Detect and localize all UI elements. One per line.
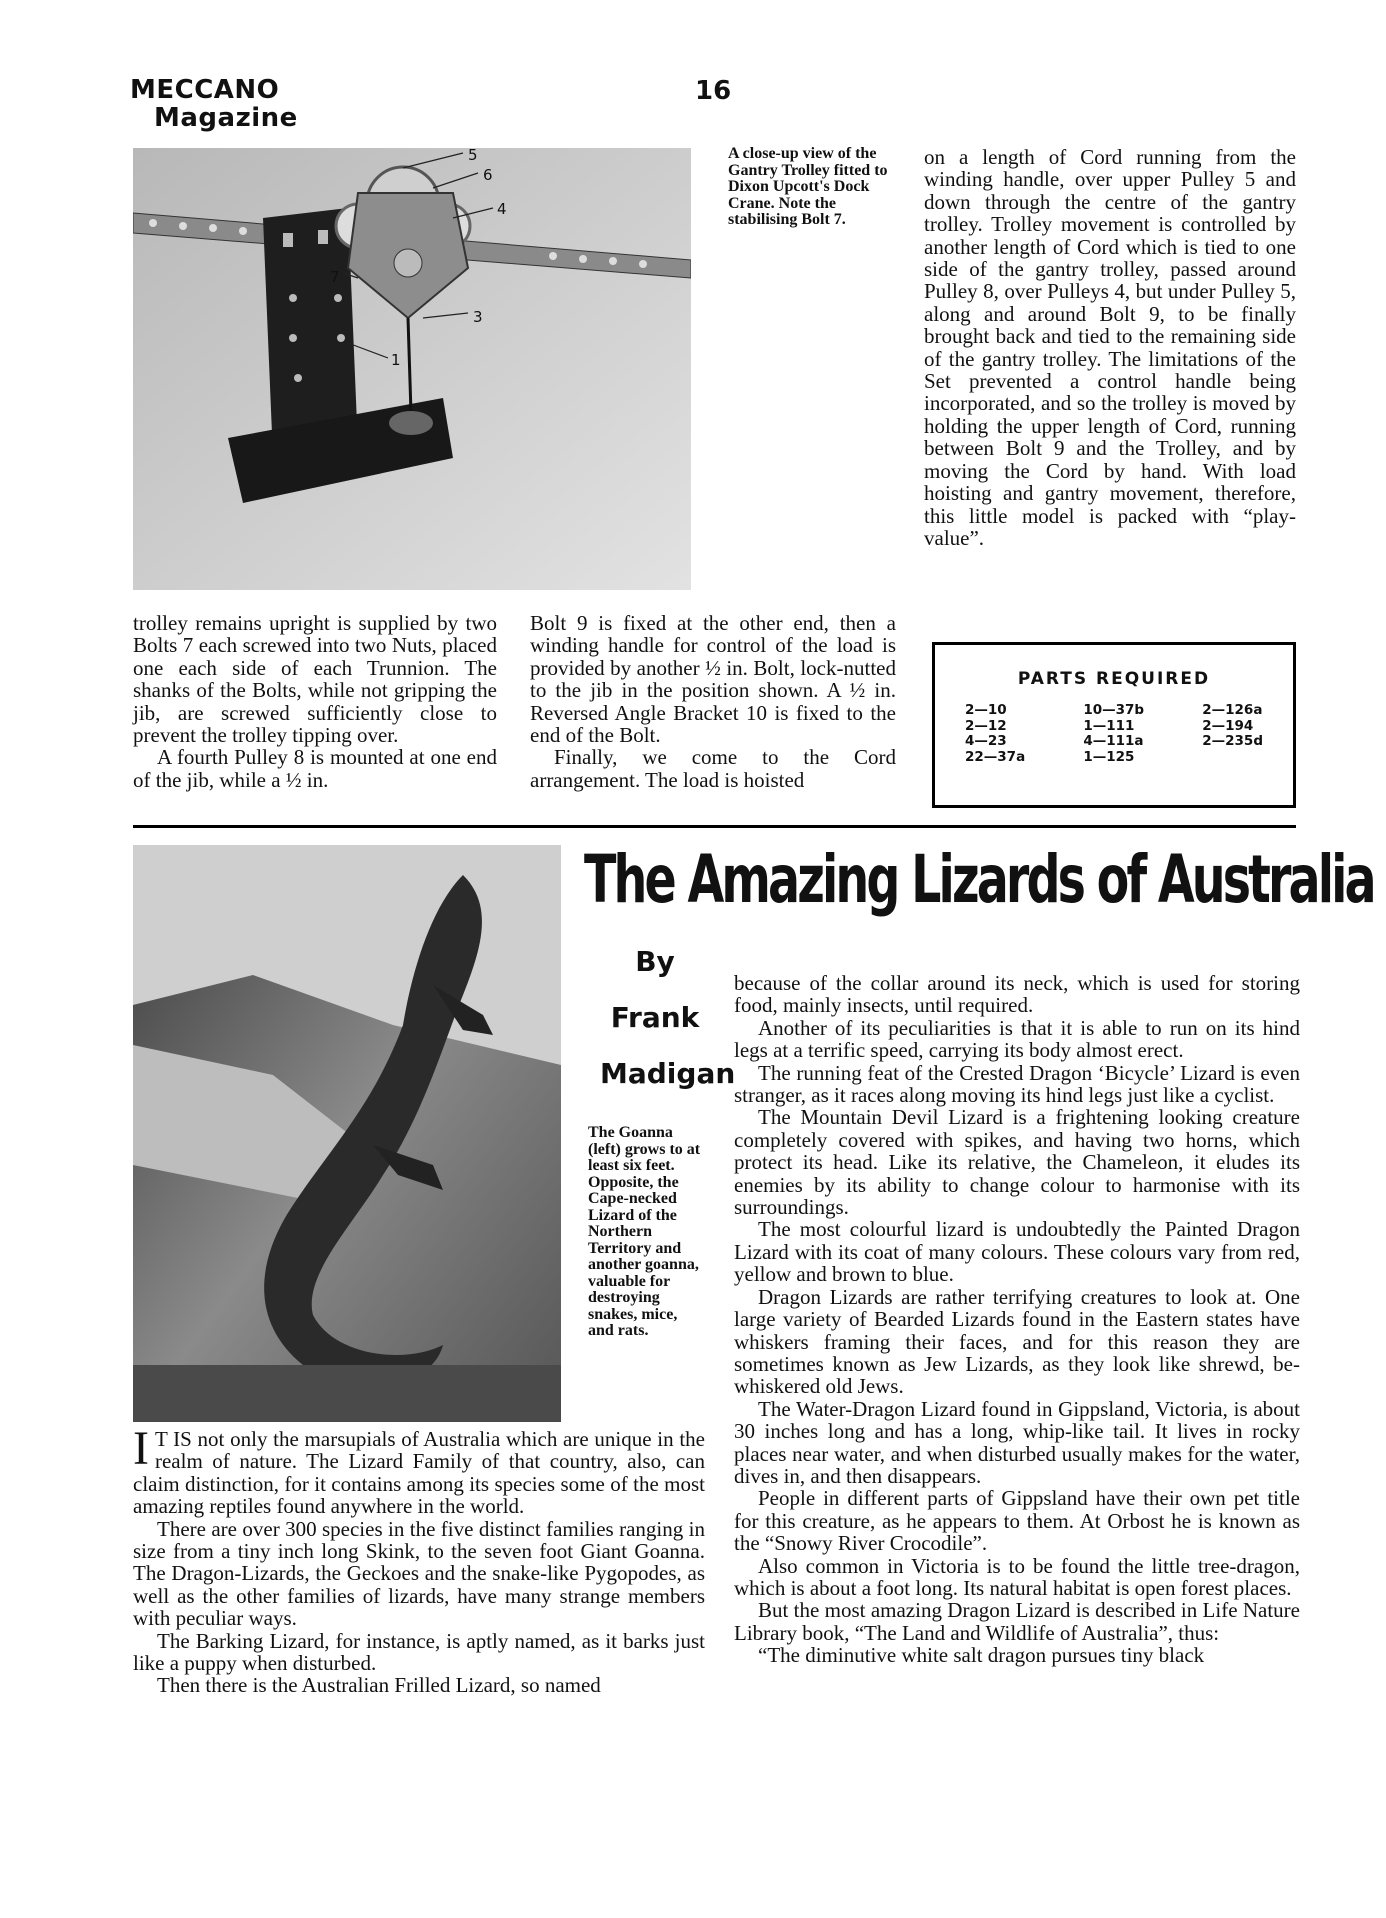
paragraph: The Barking Lizard, for instance, is aptly named, as it barks just like a puppy when disturbed.	[133, 1628, 705, 1676]
paragraph: But the most amazing Dragon Lizard is described in Life Nature Library book, “The Land and Wildlife of Australia”, thus:	[734, 1598, 1300, 1645]
part-entry: 2—12	[965, 717, 1007, 734]
part-entry: 2—10	[965, 702, 1007, 718]
paragraph: trolley remains upright is supplied by two Bolts 7 each screwed into two Nuts, placed one each side of each Trunnion. The shanks of the Bolts, while not gripping the jib, are screwed sufficiently close to prevent the trolley tipping over.	[133, 611, 497, 748]
paragraph: Another of its peculiarities is that it is able to run on its hind legs at a terrific speed, carrying its body almost erect.	[734, 1015, 1300, 1063]
part-entry: 4—111a	[1083, 733, 1144, 749]
part-entry: 2—126a	[1202, 702, 1263, 718]
paragraph-text: T IS not only the marsupials of Australia which are unique in the realm of nature. The Lizard Family of that country, also, can claim distinction, for it contains among its species some of the most amazing reptiles found anywhere in the world.	[133, 1427, 705, 1519]
crane-photo-caption: A close-up view of the Gantry Trolley fitted to Dixon Upcott's Dock Crane. Note the stabilising Bolt 7.	[728, 145, 888, 228]
lizards-article-col1	[133, 1422, 705, 1698]
paragraph: A fourth Pulley 8 is mounted at one end of the jib, while a ½ in.	[133, 745, 497, 792]
callout-5: 5	[468, 148, 478, 164]
paragraph: The most colourful lizard is undoubtedly the Painted Dragon Lizard with its coat of many colours. These colours vary from red, yellow and brown to blue.	[734, 1217, 1300, 1287]
paragraph: Dragon Lizards are rather terrifying creatures to look at. One large variety of Bearded Lizards found in the Eastern states have whiskers framing their faces, and for this reason they are sometimes known as Jew Lizards, as they look like shrewd, be-whiskered old Jews.	[734, 1284, 1300, 1399]
masthead-title: MECCANO	[130, 75, 280, 105]
parts-required-title: PARTS REQUIRED	[1017, 669, 1211, 689]
masthead-subtitle: Magazine	[154, 103, 298, 133]
paragraph: “The diminutive white salt dragon pursues tiny black	[758, 1643, 1205, 1668]
goanna-photo-caption: The Goanna (left) grows to at least six feet. Opposite, the Cape-necked Lizard of the Northern Territory and another goanna, valuable for destroying snakes, mice, and rats.	[588, 1124, 701, 1339]
callout-3: 3	[473, 308, 483, 326]
page-number: 16	[695, 76, 732, 106]
drop-cap: I	[133, 1422, 149, 1475]
crane-article-col2	[530, 612, 896, 791]
article-title: The Amazing Lizards of Australia	[584, 841, 1374, 918]
callout-1: 1	[391, 351, 401, 369]
parts-list	[935, 703, 1293, 765]
callout-7: 7	[330, 268, 340, 286]
part-entry: 10—37b	[1083, 702, 1145, 718]
section-divider	[133, 825, 1296, 828]
paragraph: There are over 300 species in the five distinct families ranging in size from a tiny inch long Skink, to the seven foot Giant Goanna. The Dragon-Lizards, the Geckoes and the snake-like Pygopodes, as well as the other families of lizards, have many strange members with peculiar ways.	[133, 1516, 705, 1631]
crane-article-col3	[924, 146, 1296, 549]
paragraph: The Water-Dragon Lizard found in Gippsland, Victoria, is about 30 inches long and has a long, whip-like tail. It lives in rocky places near water, and when disturbed usually makes for the water, dives in, and then disappears.	[734, 1396, 1300, 1488]
part-entry: 1—111	[1083, 717, 1135, 734]
crane-article-col1	[133, 612, 497, 791]
byline	[600, 934, 736, 1102]
byline-first-name: Frank	[610, 1001, 700, 1034]
byline-by: By	[635, 945, 675, 978]
paragraph: because of the collar around its neck, which is used for storing food, mainly insects, until required.	[734, 971, 1300, 1018]
parts-column	[1083, 703, 1144, 765]
part-entry: 4—23	[965, 733, 1007, 749]
crane-photo	[133, 148, 691, 590]
part-entry: 22—37a	[965, 748, 1026, 765]
paragraph: The running feat of the Crested Dragon ‘Bicycle’ Lizard is even stranger, as it races along moving its hind legs just like a cyclist.	[734, 1060, 1300, 1108]
part-entry: 1—125	[1083, 748, 1135, 765]
paragraph: on a length of Cord running from the winding handle, over upper Pulley 5 and down through the centre of the gantry trolley. Trolley movement is controlled by another length of Cord which is tied to one side of the gantry trolley, passed around Pulley 8, over Pulleys 4, but under Pulley 5, along and around Bolt 9, to be finally brought back and tied to the remaining side of the gantry trolley. The limitations of the Set prevented a control handle being incorporated, and so the trolley is moved by holding the upper length of Cord, running between Bolt 9 and the Trolley, and by moving the Cord by hand. With load hoisting and gantry movement, therefore, this little model is packed with “play-value”.	[924, 145, 1296, 550]
part-entry: 2—235d	[1202, 733, 1263, 749]
crane-trolley-illustration	[133, 148, 691, 590]
lizards-article-col2	[734, 972, 1300, 1667]
paragraph: Also common in Victoria is to be found the little tree-dragon, which is about a foot long. Its natural habitat is open forest places.	[734, 1553, 1300, 1600]
paragraph: Bolt 9 is fixed at the other end, then a winding handle for control of the load is provided by another ½ in. Bolt, lock-nutted to the jib in the position shown. A ½ in. Reversed Angle Bracket 10 is fixed to the end of the Bolt.	[530, 611, 896, 748]
paragraph	[133, 1422, 705, 1519]
byline-last-name: Madigan	[600, 1057, 736, 1090]
paragraph: Then there is the Australian Frilled Lizard, so named	[157, 1673, 601, 1698]
paragraph: People in different parts of Gippsland have their own pet title for this creature, as he appears to them. At Orbost he is known as the “Snowy River Crocodile”.	[734, 1486, 1300, 1556]
part-entry: 2—194	[1202, 717, 1254, 734]
goanna-illustration	[133, 845, 561, 1422]
parts-column	[1202, 703, 1263, 765]
parts-required-box	[932, 642, 1296, 808]
goanna-photo	[133, 845, 561, 1422]
parts-column	[965, 703, 1025, 765]
masthead	[130, 76, 298, 132]
callout-4: 4	[497, 200, 507, 218]
paragraph: Finally, we come to the Cord arrangement. The load is hoisted	[530, 745, 896, 792]
callout-6: 6	[483, 166, 493, 184]
paragraph: The Mountain Devil Lizard is a frightening looking creature completely covered with spikes, and having two horns, which protect its head. Like its relative, the Chameleon, it eludes its enemies by its ability to change colour to harmonise with its surroundings.	[734, 1105, 1300, 1220]
